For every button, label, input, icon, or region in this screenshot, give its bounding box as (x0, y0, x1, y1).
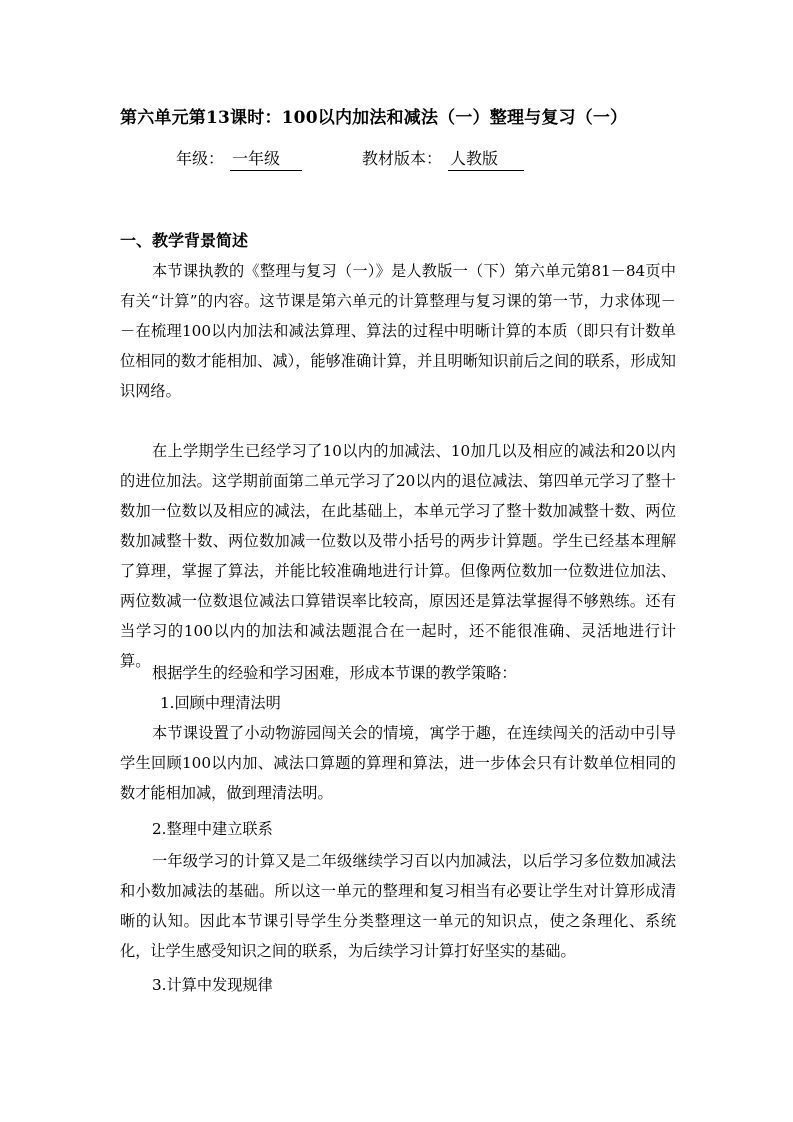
subheading-1: 1.回顾中理清法明 (160, 694, 281, 712)
grade-value: 一年级 (230, 148, 302, 171)
grade-label: 年级： (176, 149, 225, 168)
document-title: 第六单元第13课时：100以内加法和减法（一）整理与复习（一） (120, 108, 628, 128)
edition-field (362, 146, 524, 171)
paragraph-4: 本节课设置了小动物游园闯关会的情境，寓学于趣，在连续闯关的活动中引导学生回顾100以内加、减法口算题的算理和算法，进一步体会只有计数单位相同的数才能相加减，做到理清法明。 (120, 724, 676, 802)
subheading-2: 2.整理中建立联系 (152, 820, 273, 838)
paragraph-2: 在上学期学生已经学习了10以内的加减法、10加几以及相应的减法和20以内的进位加法。这学期前面第二单元学习了20以内的退位减法、第四单元学习了整十数加一位数以及相应的减法，在此基础上，本单元学习了整十数加减整十数、两位数加减整十数、两位数加减一位数以及带小括号的两步计算题。学生已经基本理解了算理，掌握了算法，并能比较准确地进行计算。但像两位数加一位数进位加法、两位数减一位数退位减法口算错误率比较高，原因还是算法掌握得不够熟练。还有当学习的100以内的加法和减法题混合在一起时，还不能很准确、灵活地进行计算。 (120, 442, 676, 670)
edition-value: 人教版 (448, 148, 524, 171)
paragraph-5: 一年级学习的计算又是二年级继续学习百以内加减法，以后学习多位数加减法和小数加减法的基础。所以这一单元的整理和复习相当有必要让学生对计算形成清晰的认知。因此本节课引导学生分类整理这一单元的知识点，使之条理化、系统化，让学生感受知识之间的联系，为后续学习计算打好坚实的基础。 (120, 852, 676, 960)
edition-label: 教材版本： (362, 149, 443, 168)
paragraph-1: 本节课执教的《整理与复习（一）》是人教版一（下）第六单元第81－84页中有关“计算”的内容。这节课是第六单元的计算整理与复习课的第一节，力求体现－－在梳理100以内加法和减法算理、算法的过程中明晰计算的本质（即只有计数单位相同的数才能相加、减），能够准确计算，并且明晰知识前后之间的联系，形成知识网络。 (120, 262, 676, 400)
subheading-3: 3.计算中发现规律 (152, 976, 273, 994)
grade-field (176, 146, 302, 171)
paragraph-3: 根据学生的经验和学习困难，形成本节课的教学策略： (152, 664, 517, 682)
section-heading: 一、教学背景简述 (120, 231, 249, 250)
